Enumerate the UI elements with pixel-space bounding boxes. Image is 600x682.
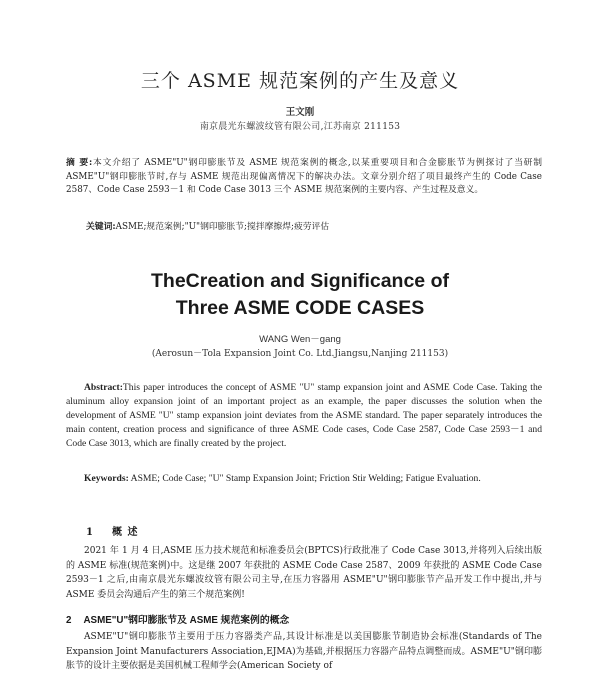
chinese-affiliation: 南京晨光东螺波纹管有限公司,江苏南京 211153: [199, 122, 401, 132]
english-abstract-text: This paper introduces the concept of ASME "U" stamp expansion joint and ASME Code Case. Taking the aluminum alloy expansion joint of an important project as an example, the paper discusses the solution when the development of ASME "U" stamp expansion joint deviates from the ASME standard. The paper separately introduces the main content, creation process and significance of three ASME Code cases, Code Case 2587, Code Case 2593－1 and Code Case 3013, which are finally created by the project.: [66, 382, 542, 449]
english-title-line-1: TheCreation and Significance of: [151, 270, 449, 292]
section-1-heading: [86, 523, 138, 538]
chinese-abstract: [66, 157, 542, 198]
section-2-number: 2: [66, 615, 72, 626]
english-title-line-2: Three ASME CODE CASES: [175, 297, 425, 319]
english-abstract: [66, 381, 542, 451]
section-1-body: 2021 年 1 月 4 日,ASME 压力技术规范和标准委员会(BPTCS)行政批准了 Code Case 3013,并将列入后续出版的 ASME 标准(规范案例)中。这是继 2007 年获批的 ASME Code Case 2587、2009 年获批的 ASME Code Case 2593－1 之后,由南京晨光东螺波纹管有限公司主导,在压力容器用 ASME"U"钢印膨胀节产品开发工作中提出,并与 ASME 委员会沟通后产生的第三个规范案例!: [66, 546, 542, 600]
chinese-keywords: [86, 221, 542, 235]
english-keywords: [66, 472, 542, 486]
section-2-heading: [66, 612, 289, 626]
section-2-body: ASME"U"钢印膨胀节主要用于压力容器类产品,其设计标准是以美国膨胀节制造协会标准(Standards of The Expansion Joint Manufacturers Association,EJMA)为基础,并根据压力容器产品特点调整而成。ASME"U"钢印膨胀节的设计主要依据是美国机械工程师学会(American Society of: [66, 632, 542, 671]
chinese-keywords-label: 关键词:: [86, 222, 116, 232]
chinese-abstract-label: 摘 要:: [66, 158, 93, 168]
chinese-author: 王文刚: [285, 107, 315, 118]
chinese-abstract-text: 本文介绍了 ASME"U"钢印膨胀节及 ASME 规范案例的概念,以某重要项目和合金膨胀节为例探讨了当研制 ASME"U"钢印膨胀节时,存与 ASME 规范出现偏离情况下的解决办法。文章分别介绍了项目最终产生的 Code Case 2587、Code Case 2593－1 和 Code Case 3013 三个 ASME 规范案例的主要内容、产生过程及意义。: [66, 158, 543, 195]
section-2-title: ASME"U"钢印膨胀节及 ASME 规范案例的概念: [83, 615, 290, 626]
section-1-number: 1: [86, 527, 94, 538]
english-keywords-label: Keywords:: [84, 473, 129, 484]
english-affiliation: (Aerosun－Tola Expansion Joint Co. Ltd.Jiangsu,Nanjing 211153): [151, 349, 449, 359]
english-keywords-text: ASME; Code Case; "U" Stamp Expansion Joint; Friction Stir Welding; Fatigue Evaluation.: [130, 473, 481, 484]
english-author: WANG Wen－gang: [259, 334, 341, 345]
chinese-title: 三个 ASME 规范案例的产生及意义: [140, 70, 460, 92]
chinese-keywords-text: ASME;规范案例;"U"钢印膨胀节;搅拌摩擦焊;疲劳评估: [115, 222, 330, 232]
english-abstract-label: Abstract:: [84, 382, 123, 393]
section-1-title: 概 述: [111, 527, 139, 538]
english-title: [0, 268, 600, 322]
